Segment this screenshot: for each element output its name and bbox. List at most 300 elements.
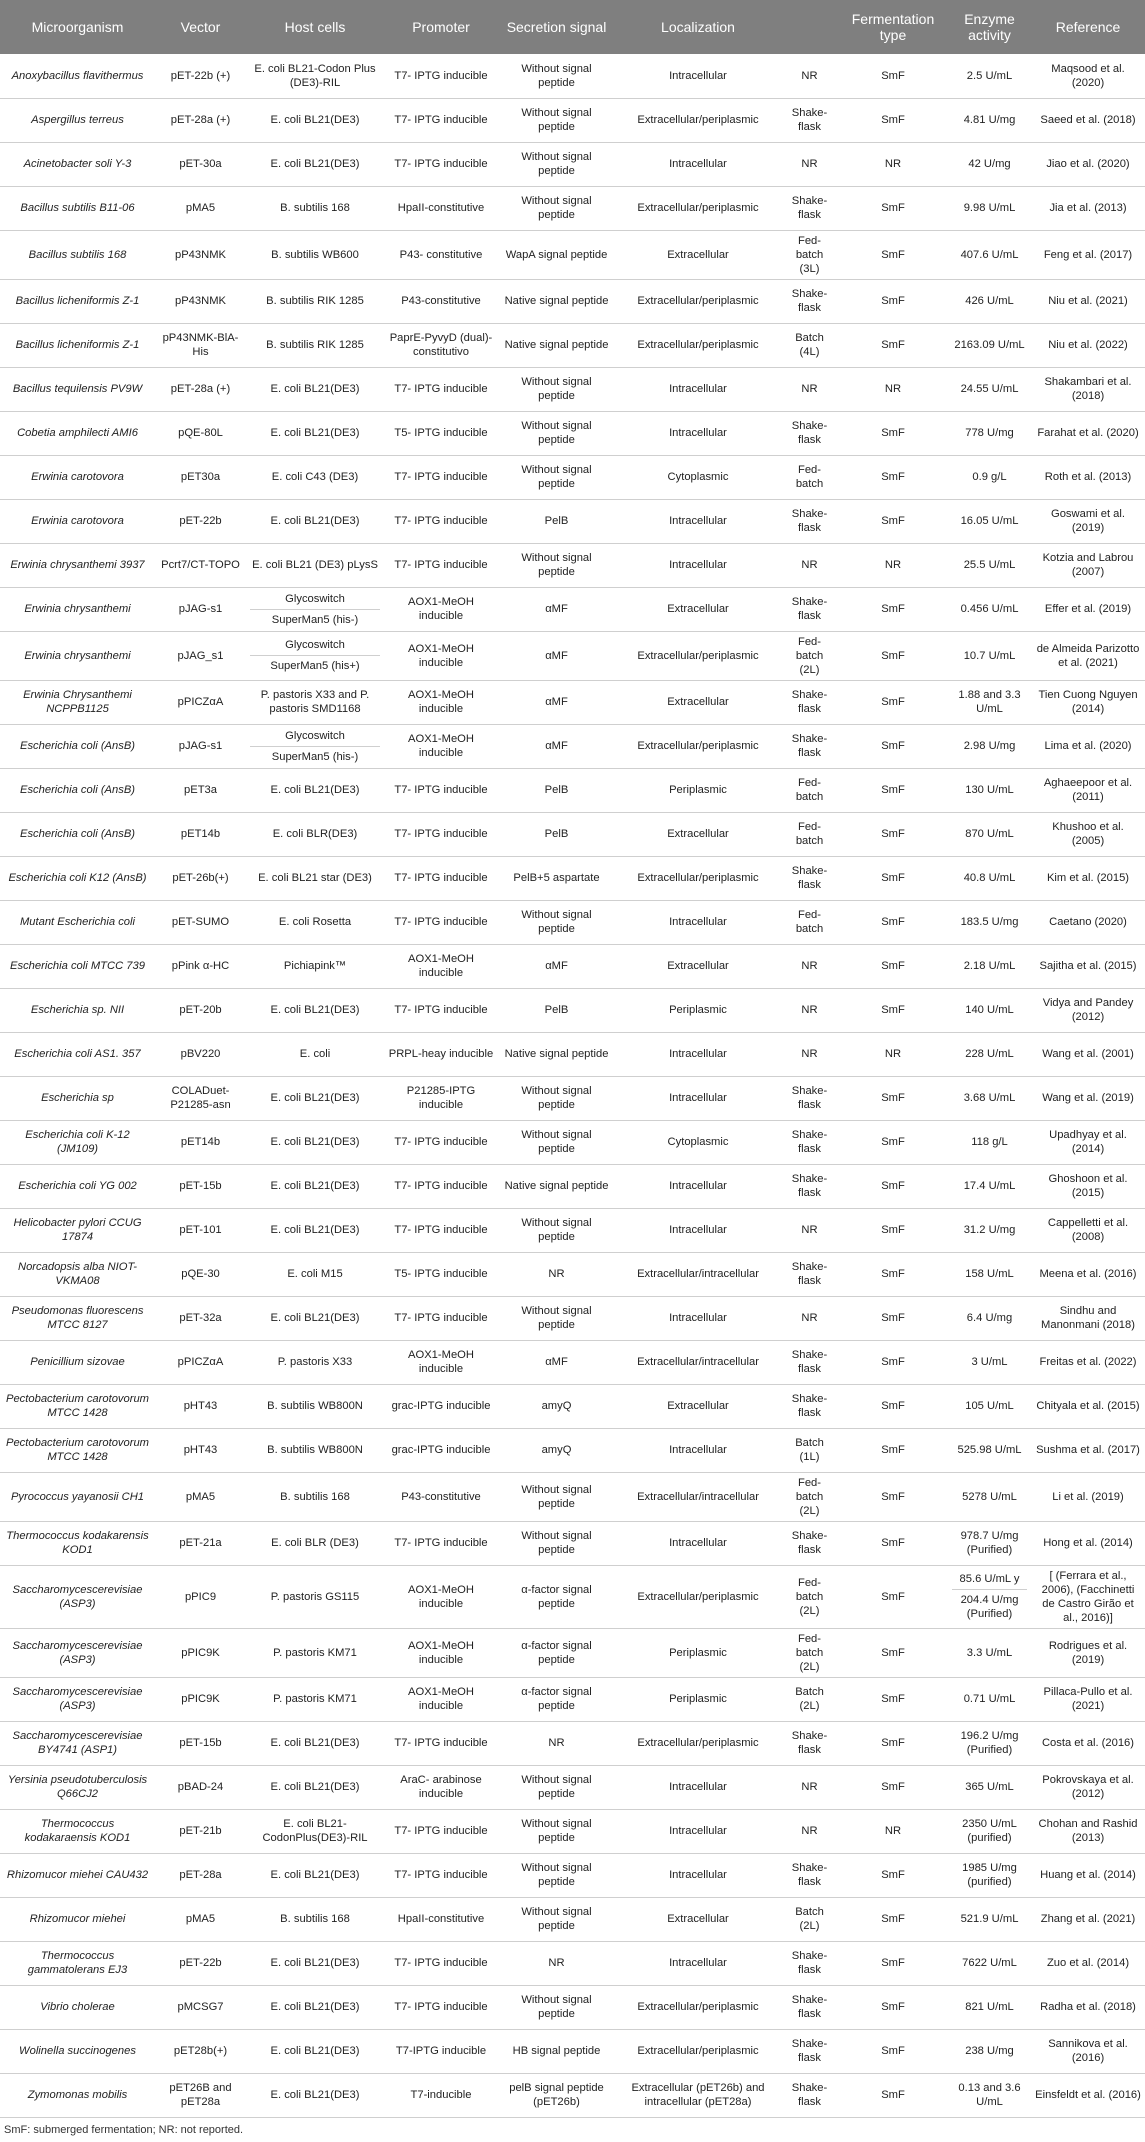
- cell-ferm: [838, 1428, 948, 1472]
- cell-org-text: Rhizomucor miehei: [29, 1913, 126, 1925]
- cell-ferm-text: SmF: [881, 649, 905, 662]
- cell-ref-text: Zuo et al. (2014): [1046, 1957, 1130, 1969]
- cell-signal: [498, 1340, 615, 1384]
- cell-loc: [615, 1765, 781, 1809]
- cell-promoter: [384, 1252, 498, 1296]
- cell-activity: [948, 1985, 1031, 2029]
- cell-host: [246, 1384, 384, 1428]
- cell-vector-text: pQE-80L: [178, 427, 223, 439]
- cell-ferm-text: NR: [884, 1825, 902, 1837]
- cell-ferm: [838, 1765, 948, 1809]
- cell-activity: [948, 900, 1031, 944]
- cell-ferm-text: SmF: [881, 603, 905, 615]
- cell-loc-text: Extracellular: [667, 1913, 729, 1925]
- cell-ferm-text: SmF: [881, 1646, 905, 1659]
- cell-ref: [1031, 988, 1145, 1032]
- cell-scale-text: Shake-flask: [791, 107, 828, 133]
- cell-signal: [498, 2073, 615, 2117]
- cell-ferm-text: SmF: [881, 295, 905, 307]
- cell-host-text: E. coli BL21(DE3): [270, 515, 360, 527]
- cell-promoter: [384, 54, 498, 98]
- cell-org-text: Escherichia coli YG 002: [18, 1180, 137, 1192]
- cell-signal: [498, 2029, 615, 2073]
- cell-scale: [781, 631, 838, 680]
- cell-scale: [781, 1032, 838, 1076]
- cell-signal-text: Without signal peptide: [521, 107, 592, 133]
- cell-activity-text: 24.55 U/mL: [960, 383, 1019, 395]
- cell-ferm-text: SmF: [881, 471, 905, 483]
- cell-ref-text: Jiao et al. (2020): [1046, 158, 1130, 170]
- cell-vector: [155, 1120, 246, 1164]
- cell-ferm-text: NR: [884, 383, 902, 395]
- cell-vector-text: pET-SUMO: [171, 916, 230, 928]
- cell-ref-text: Shakambari et al. (2018): [1044, 376, 1132, 402]
- table-row: [0, 1340, 1145, 1384]
- cell-activity: [948, 1208, 1031, 1252]
- cell-ferm-text: SmF: [881, 1490, 905, 1503]
- cell-host: [246, 1565, 384, 1628]
- cell-promoter-text: P43- constitutive: [399, 248, 483, 261]
- cell-loc: [615, 1853, 781, 1897]
- cell-scale-text: Fed-batch (3L): [795, 234, 824, 275]
- cell-signal-text: NR: [548, 1737, 565, 1749]
- cell-signal-text: Without signal peptide: [521, 1085, 592, 1111]
- cell-org: [0, 98, 155, 142]
- cell-org-text: Escherichia coli (AnsB): [19, 740, 136, 752]
- cell-activity-text: 2.98 U/mg: [963, 740, 1016, 752]
- cell-vector: [155, 1941, 246, 1985]
- cell-loc: [615, 1985, 781, 2029]
- cell-host-text: E. coli BL21(DE3): [270, 2089, 360, 2101]
- cell-signal: [498, 186, 615, 230]
- cell-host-text: E. coli: [299, 1048, 331, 1060]
- cell-vector-text: pMA5: [185, 1490, 216, 1503]
- cell-loc: [615, 1565, 781, 1628]
- cell-signal-text: α-factor signal peptide: [521, 1583, 592, 1610]
- cell-host: [246, 543, 384, 587]
- cell-host: [246, 856, 384, 900]
- cell-loc-text: Periplasmic: [669, 1646, 727, 1659]
- cell-activity-text: 978.7 U/mg (Purified): [960, 1530, 1019, 1556]
- cell-activity: [948, 142, 1031, 186]
- cell-promoter: [384, 1384, 498, 1428]
- table-row: [0, 856, 1145, 900]
- table-row: [0, 1721, 1145, 1765]
- cell-ref: [1031, 1809, 1145, 1853]
- cell-scale: [781, 900, 838, 944]
- cell-signal: [498, 1628, 615, 1677]
- cell-ref: [1031, 631, 1145, 680]
- cell-vector-text: pMA5: [185, 202, 216, 214]
- cell-ref: [1031, 1076, 1145, 1120]
- cell-scale-text: Fed-batch: [795, 777, 824, 803]
- cell-scale: [781, 812, 838, 856]
- cell-promoter-text: AOX1-MeOH inducible: [408, 596, 474, 622]
- cell-activity: [948, 543, 1031, 587]
- cell-vector: [155, 680, 246, 724]
- cell-signal: [498, 1677, 615, 1721]
- cell-ref-text: Cappelletti et al. (2008): [1047, 1217, 1129, 1243]
- cell-host-text: E. coli BL21(DE3): [270, 1004, 360, 1016]
- cell-ref-text: Maqsood et al. (2020): [1051, 62, 1125, 89]
- cell-ferm-text: SmF: [881, 1180, 905, 1192]
- cell-ref: [1031, 279, 1145, 323]
- cell-activity: [948, 1472, 1031, 1521]
- cell-vector-text: pET-32a: [179, 1312, 222, 1324]
- cell-activity-text: 228 U/mL: [965, 1048, 1014, 1060]
- cell-org-text: Escherichia coli (AnsB): [19, 828, 136, 840]
- cell-signal-text: Without signal peptide: [521, 909, 592, 935]
- cell-host: [246, 1296, 384, 1340]
- cell-ref-text: Freitas et al. (2022): [1039, 1356, 1137, 1368]
- cell-vector: [155, 2029, 246, 2073]
- cell-scale: [781, 455, 838, 499]
- cell-activity-text: 140 U/mL: [965, 1004, 1014, 1016]
- cell-ref: [1031, 186, 1145, 230]
- cell-org-text: Rhizomucor miehei CAU432: [6, 1869, 149, 1881]
- cell-promoter: [384, 812, 498, 856]
- cell-signal-text: αMF: [545, 1356, 568, 1368]
- cell-activity: [948, 499, 1031, 543]
- table-row: [0, 186, 1145, 230]
- cell-signal-text: Without signal peptide: [521, 195, 592, 221]
- cell-promoter-text: T7- IPTG inducible: [394, 471, 488, 483]
- cell-host: [246, 411, 384, 455]
- cell-org-text: Pectobacterium carotovorum MTCC 1428: [5, 1437, 149, 1463]
- cell-activity: [948, 1565, 1031, 1628]
- cell-signal-text: αMF: [545, 740, 568, 752]
- cell-ref: [1031, 1521, 1145, 1565]
- cell-promoter: [384, 323, 498, 367]
- cell-ref: [1031, 1384, 1145, 1428]
- cell-activity: [948, 1628, 1031, 1677]
- table-row: [0, 1252, 1145, 1296]
- cell-promoter: [384, 900, 498, 944]
- cell-scale: [781, 367, 838, 411]
- cell-promoter: [384, 230, 498, 279]
- cell-ferm: [838, 1853, 948, 1897]
- cell-scale-text: Shake-flask: [791, 1950, 828, 1976]
- cell-promoter: [384, 944, 498, 988]
- cell-signal-text: α-factor signal peptide: [521, 1639, 592, 1666]
- cell-promoter-text: T7- IPTG inducible: [394, 1825, 488, 1837]
- cell-host: [246, 1897, 384, 1941]
- cell-scale-text: Fed-batch: [795, 464, 824, 490]
- cell-promoter-text: P43-constitutive: [401, 295, 481, 307]
- cell-vector-text: pPIC9K: [181, 1693, 220, 1705]
- cell-org: [0, 1941, 155, 1985]
- table-row: [0, 900, 1145, 944]
- cell-loc: [615, 455, 781, 499]
- cell-vector: [155, 367, 246, 411]
- cell-org: [0, 323, 155, 367]
- cell-promoter-text: T7- IPTG inducible: [394, 916, 488, 928]
- cell-ferm: [838, 142, 948, 186]
- cell-promoter: [384, 455, 498, 499]
- cell-scale-text: Shake-flask: [791, 689, 828, 715]
- cell-scale: [781, 2029, 838, 2073]
- cell-org: [0, 1384, 155, 1428]
- column-header: Reference: [1031, 0, 1145, 54]
- table-row: [0, 367, 1145, 411]
- cell-vector-text: pJAG-s1: [178, 740, 223, 752]
- cell-ref-text: Radha et al. (2018): [1040, 2001, 1136, 2013]
- cell-ferm-text: SmF: [881, 515, 905, 527]
- cell-signal: [498, 1120, 615, 1164]
- cell-promoter-text: AOX1-MeOH inducible: [408, 1349, 474, 1375]
- cell-promoter: [384, 1340, 498, 1384]
- cell-loc: [615, 1428, 781, 1472]
- cell-promoter-text: AOX1-MeOH inducible: [408, 1639, 474, 1666]
- cell-signal: [498, 1897, 615, 1941]
- cell-org-text: Erwinia chrysanthemi: [24, 649, 131, 662]
- cell-host-text: P. pastoris KM71: [273, 1693, 357, 1705]
- cell-signal: [498, 900, 615, 944]
- cell-vector: [155, 900, 246, 944]
- cell-loc: [615, 1384, 781, 1428]
- cell-vector-text: pPIC9: [184, 1590, 217, 1603]
- cell-vector: [155, 631, 246, 680]
- cell-vector-text: pET-28a: [179, 1869, 222, 1881]
- cell-activity-text: 16.05 U/mL: [960, 515, 1019, 527]
- cell-signal: [498, 455, 615, 499]
- cell-ref: [1031, 230, 1145, 279]
- cell-scale: [781, 1296, 838, 1340]
- cell-org-text: Erwinia chrysanthemi: [24, 603, 131, 615]
- cell-vector: [155, 1472, 246, 1521]
- cell-signal-text: amyQ: [541, 1444, 572, 1456]
- cell-host-text: E. coli BL21(DE3): [270, 114, 360, 126]
- cell-ref: [1031, 1208, 1145, 1252]
- cell-scale: [781, 587, 838, 631]
- cell-host: [246, 1721, 384, 1765]
- cell-promoter: [384, 1765, 498, 1809]
- cell-loc: [615, 900, 781, 944]
- cell-vector: [155, 1677, 246, 1721]
- cell-scale-text: NR: [801, 1312, 818, 1324]
- cell-loc: [615, 587, 781, 631]
- cell-scale: [781, 323, 838, 367]
- cell-signal: [498, 1721, 615, 1765]
- cell-vector: [155, 455, 246, 499]
- cell-ferm-text: SmF: [881, 740, 905, 752]
- cell-signal-text: Without signal peptide: [521, 1862, 592, 1888]
- table-row: [0, 1985, 1145, 2029]
- table-row: [0, 1765, 1145, 1809]
- cell-host: [246, 1164, 384, 1208]
- cell-activity-text: 365 U/mL: [965, 1781, 1014, 1793]
- cell-vector: [155, 587, 246, 631]
- cell-vector-text: pET-15b: [179, 1180, 222, 1192]
- cell-promoter-text: T7- IPTG inducible: [394, 1136, 488, 1148]
- cell-scale-text: NR: [801, 559, 818, 571]
- table-row: [0, 1521, 1145, 1565]
- cell-host: [246, 1853, 384, 1897]
- cell-promoter-text: AOX1-MeOH inducible: [408, 1583, 474, 1610]
- cell-activity: [948, 1252, 1031, 1296]
- cell-host: [246, 988, 384, 1032]
- cell-vector: [155, 279, 246, 323]
- cell-ferm: [838, 2029, 948, 2073]
- cell-ref: [1031, 1120, 1145, 1164]
- cell-org-text: Saccharomycescerevisiae (ASP3): [12, 1639, 143, 1666]
- cell-ref-text: Kim et al. (2015): [1046, 872, 1130, 884]
- cell-activity-text: 7622 U/mL: [962, 1957, 1017, 1969]
- cell-org: [0, 1120, 155, 1164]
- cell-host: [246, 230, 384, 279]
- cell-promoter: [384, 1628, 498, 1677]
- cell-signal: [498, 1296, 615, 1340]
- cell-ref-text: Rodrigues et al. (2019): [1048, 1639, 1128, 1666]
- cell-org-text: Yersinia pseudotuberculosis Q66CJ2: [7, 1774, 148, 1800]
- cell-signal: [498, 142, 615, 186]
- cell-promoter: [384, 680, 498, 724]
- cell-signal-text: Without signal peptide: [521, 1305, 592, 1331]
- cell-ferm: [838, 1076, 948, 1120]
- cell-ferm: [838, 1985, 948, 2029]
- cell-activity: [948, 1721, 1031, 1765]
- cell-org-text: Helicobacter pylori CCUG 17874: [13, 1217, 142, 1243]
- cell-activity-text: 821 U/mL: [965, 2001, 1014, 2013]
- cell-vector-text: pMCSG7: [177, 2001, 224, 2013]
- cell-ferm: [838, 411, 948, 455]
- cell-ferm: [838, 1164, 948, 1208]
- cell-loc-text: Intracellular: [669, 559, 727, 571]
- cell-ref-text: Tien Cuong Nguyen (2014): [1038, 689, 1138, 715]
- cell-vector-text: pPICZαA: [177, 696, 224, 708]
- cell-ferm-text: SmF: [881, 1693, 905, 1705]
- cell-ferm-text: SmF: [881, 202, 905, 214]
- cell-ref-text: [ (Ferrara et al., 2006), (Facchinetti de Castro Girão et al., 2016)]: [1041, 1569, 1135, 1624]
- cell-promoter: [384, 1565, 498, 1628]
- cell-signal-text: Without signal peptide: [521, 62, 592, 89]
- cell-scale-text: Shake-flask: [791, 1393, 828, 1419]
- cell-ref: [1031, 1565, 1145, 1628]
- cell-loc-text: Periplasmic: [669, 1004, 727, 1016]
- cell-ref-text: Caetano (2020): [1049, 916, 1127, 928]
- cell-promoter: [384, 724, 498, 768]
- cell-signal: [498, 631, 615, 680]
- cell-org: [0, 499, 155, 543]
- cell-ref: [1031, 455, 1145, 499]
- cell-ref: [1031, 768, 1145, 812]
- cell-host-text: B. subtilis RIK 1285: [266, 295, 364, 307]
- cell-promoter: [384, 1721, 498, 1765]
- cell-host-text: E. coli BL21(DE3): [270, 1092, 360, 1104]
- cell-loc: [615, 98, 781, 142]
- cell-signal: [498, 1853, 615, 1897]
- cell-signal-text: αMF: [545, 603, 568, 615]
- cell-ferm-text: SmF: [881, 339, 905, 351]
- cell-loc: [615, 1164, 781, 1208]
- cell-promoter-text: T7- IPTG inducible: [394, 2001, 488, 2013]
- cell-activity-text: 3.3 U/mL: [966, 1646, 1013, 1659]
- cell-activity: [948, 323, 1031, 367]
- cell-ferm: [838, 944, 948, 988]
- cell-host-text: E. coli BL21(DE3): [270, 1957, 360, 1969]
- cell-host: [246, 1032, 384, 1076]
- cell-promoter-text: T7- IPTG inducible: [394, 69, 488, 82]
- cell-host: [246, 142, 384, 186]
- cell-vector-text: pET-30a: [179, 158, 222, 170]
- cell-loc: [615, 1809, 781, 1853]
- cell-signal-text: PelB: [544, 784, 569, 796]
- cell-scale: [781, 230, 838, 279]
- cell-ref-text: Ghoshoon et al. (2015): [1048, 1173, 1128, 1199]
- cell-signal: [498, 279, 615, 323]
- cell-activity-text: 42 U/mg: [968, 158, 1011, 170]
- cell-ferm-text: SmF: [881, 2089, 905, 2101]
- cell-host: [246, 1340, 384, 1384]
- cell-org: [0, 1809, 155, 1853]
- cell-loc: [615, 1897, 781, 1941]
- cell-signal-text: Without signal peptide: [521, 1129, 592, 1155]
- cell-activity-text: 2.5 U/mL: [966, 69, 1013, 82]
- cell-host-text: E. coli BL21(DE3): [270, 2045, 360, 2057]
- cell-ferm-text: SmF: [881, 427, 905, 439]
- cell-vector: [155, 1076, 246, 1120]
- table-row: [0, 1208, 1145, 1252]
- table-row: [0, 1853, 1145, 1897]
- cell-ferm-text: SmF: [881, 1312, 905, 1324]
- table-row: [0, 1032, 1145, 1076]
- cell-vector: [155, 944, 246, 988]
- cell-signal: [498, 1384, 615, 1428]
- cell-scale: [781, 142, 838, 186]
- cell-vector-text: pPICZαA: [177, 1356, 224, 1368]
- cell-ref-text: Chityala et al. (2015): [1036, 1400, 1140, 1412]
- cell-signal: [498, 1428, 615, 1472]
- cell-vector-text: pPIC9K: [181, 1646, 220, 1659]
- cell-vector: [155, 1721, 246, 1765]
- cell-org-text: Acinetobacter soli Y-3: [23, 158, 132, 170]
- cell-org: [0, 2029, 155, 2073]
- cell-org-text: Saccharomycescerevisiae (ASP3): [12, 1686, 143, 1712]
- cell-host-text: Pichiapink™: [283, 960, 347, 972]
- cell-org: [0, 1853, 155, 1897]
- cell-host: [246, 1765, 384, 1809]
- cell-activity-text: 118 g/L: [971, 1136, 1008, 1148]
- cell-scale: [781, 1164, 838, 1208]
- cell-ferm: [838, 1120, 948, 1164]
- cell-ref-text: Lima et al. (2020): [1044, 740, 1132, 752]
- cell-vector: [155, 1340, 246, 1384]
- cell-signal: [498, 1521, 615, 1565]
- column-header: [781, 0, 838, 54]
- cell-ref: [1031, 499, 1145, 543]
- cell-host-text: E. coli Rosetta: [278, 916, 352, 928]
- table-row: [0, 543, 1145, 587]
- table-row: [0, 1628, 1145, 1677]
- cell-vector: [155, 1897, 246, 1941]
- cell-activity: [948, 1809, 1031, 1853]
- cell-activity-text: 521.9 U/mL: [960, 1913, 1019, 1925]
- cell-ref: [1031, 98, 1145, 142]
- cell-ferm-text: SmF: [881, 1004, 905, 1016]
- cell-vector-text: pET14b: [180, 828, 221, 840]
- cell-vector: [155, 499, 246, 543]
- cell-vector: [155, 323, 246, 367]
- cell-vector-text: pET-21a: [179, 1537, 222, 1549]
- cell-vector-text: pET-22b (+): [170, 69, 231, 82]
- cell-signal: [498, 98, 615, 142]
- cell-host: [246, 186, 384, 230]
- cell-ref: [1031, 543, 1145, 587]
- cell-promoter-text: T5- IPTG inducible: [394, 427, 488, 439]
- cell-org: [0, 768, 155, 812]
- cell-loc: [615, 1120, 781, 1164]
- cell-promoter: [384, 279, 498, 323]
